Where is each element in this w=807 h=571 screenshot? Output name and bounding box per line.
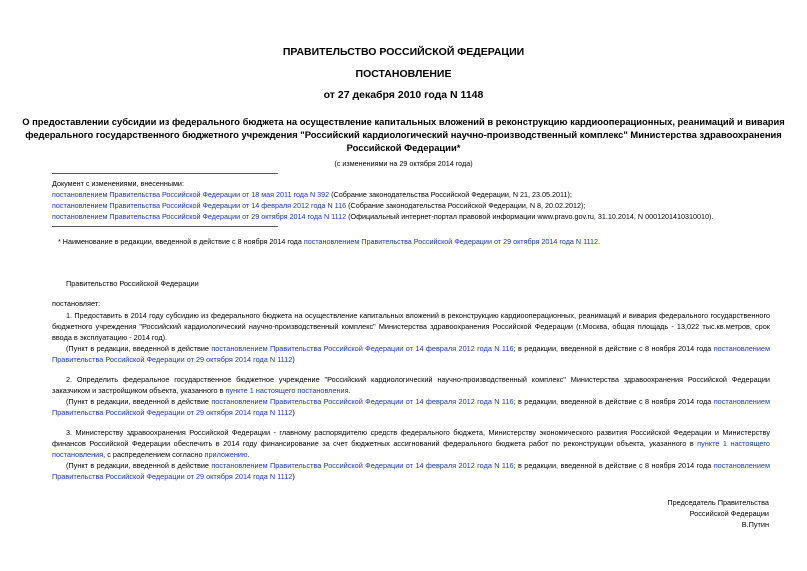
paragraph-2-note [52, 396, 770, 418]
title-line: федерального государственного бюджетного учреждения "Российский кардиологический научно-производственный комплекс" Министерства здравоохранения [25, 129, 782, 140]
note-text: ) [292, 472, 295, 482]
note-text: (Пункт в редакции, введенной в действие [66, 397, 212, 406]
note-link[interactable]: постановлением Правительства Российской Федерации от 14 февраля 2012 года N 116 [211, 461, 514, 470]
note-text: ; в редакции, введенной в действие с 8 ноября 2014 года [513, 461, 714, 470]
note-link[interactable]: постановлением Правительства Российской Федерации от 29 октября 2014 года N 1112 [52, 397, 770, 418]
paragraph-link[interactable]: пункте 1 настоящего постановления [52, 439, 770, 460]
paragraph-3-note [52, 460, 770, 482]
paragraph-1: 1. Предоставить в 2014 году субсидию из федерального бюджета на осуществление капитальных вложений в реконструкцию кардиооперационных, реанимаций и вивария федерального государственного бюджетного учреждения "Российский кардиологический научно-производственный комплекс" Министерства здравоохранения Российской Федерации (г.Москва, общая площадь - 13,022 тыс.кв.метров, срок ввода в эксплуатацию - 2014 год). [52, 311, 770, 343]
title-line: Российской Федерации* [346, 142, 461, 153]
amendments-block [52, 178, 772, 222]
amendment-link[interactable]: постановлением Правительства Российской Федерации от 14 февраля 2012 года N 116 [52, 201, 347, 210]
document-title [0, 115, 807, 154]
paragraph-1-note [52, 343, 770, 365]
footnote-link[interactable]: постановлением Правительства Российской Федерации от 29 октября 2014 года N 1112 [303, 237, 598, 246]
paragraph-text: . [348, 386, 351, 396]
note-link[interactable]: постановлением Правительства Российской Федерации от 14 февраля 2012 года N 116 [211, 344, 514, 353]
divider [52, 173, 278, 174]
note-text: (Пункт в редакции, введенной в действие [66, 344, 212, 353]
government-line: Правительство Российской Федерации [66, 279, 199, 288]
paragraph-2 [52, 374, 770, 396]
paragraph-link[interactable]: пункте 1 настоящего постановления [225, 386, 349, 396]
note-text: ) [292, 408, 295, 418]
signature-title: Председатель Правительства [667, 498, 769, 507]
signature-title: Российской Федерации [689, 509, 769, 519]
paragraph-3 [52, 427, 770, 461]
amendment-source: (Собрание законодательства Российской Федерации, N 8, 20.02.2012); [346, 201, 586, 210]
resolves-line: постановляет: [52, 299, 101, 308]
doc-type-heading: ПОСТАНОВЛЕНИЕ [355, 68, 452, 80]
paragraph-text: , с распределением согласно [103, 450, 205, 460]
amendment-link[interactable]: постановлением Правительства Российской Федерации от 18 мая 2011 года N 392 [52, 190, 330, 199]
paragraph-text: . [247, 450, 250, 460]
note-text: ) [292, 355, 295, 365]
footnote [58, 236, 600, 247]
paragraph-link[interactable]: приложению [204, 450, 248, 460]
amendment-item [52, 189, 772, 200]
signature-name: В.Путин [741, 520, 769, 530]
amendment-link[interactable]: постановлением Правительства Российской Федерации от 29 октября 2014 года N 1112 [52, 212, 347, 221]
paragraph-text: 2. Определить федеральное государственное бюджетное учреждение "Российский кардиологический научно-производственный комплекс" Министерства здравоохранения Российской Федерации заказчиком и застройщиком объекта, указанного в [52, 375, 770, 396]
amendment-item [52, 211, 772, 222]
divider [52, 226, 278, 227]
amendment-source: (Официальный интернет-портал правовой информации www.pravo.gov.ru, 31.10.2014, N 0001201410310010). [346, 212, 714, 221]
note-text: (Пункт в редакции, введенной в действие [66, 461, 212, 470]
date-number-heading: от 27 декабря 2010 года N 1148 [323, 89, 484, 101]
note-text: ; в редакции, введенной в действие с 8 ноября 2014 года [513, 344, 714, 353]
amendment-item [52, 200, 772, 211]
note-link[interactable]: постановлением Правительства Российской Федерации от 29 октября 2014 года N 1112 [52, 461, 770, 482]
org-heading: ПРАВИТЕЛЬСТВО РОССИЙСКОЙ ФЕДЕРАЦИИ [282, 46, 525, 58]
title-line: О предоставлении субсидии из федерального бюджета на осуществление капитальных вложений в реконструкцию кардиооперационных, реанимаций и вивария [22, 116, 785, 127]
changes-note: (с изменениями на 29 октября 2014 года) [334, 159, 473, 168]
paragraph-text: 3. Министерству здравоохранения Российской Федерации - главному распорядителю средств федерального бюджета, Министерству экономического развития Российской Федерации и Министерству финансов Российской Федерации обеспечить в 2014 году финансирование за счет бюджетных ассигнований федерального бюджета работ по реконструкции объекта, указанного в [52, 428, 770, 449]
note-link[interactable]: постановлением Правительства Российской Федерации от 29 октября 2014 года N 1112 [52, 344, 770, 365]
amendments-intro: Документ с изменениями, внесенными: [52, 179, 184, 188]
footnote-end: . [598, 237, 600, 246]
note-link[interactable]: постановлением Правительства Российской Федерации от 14 февраля 2012 года N 116 [211, 397, 514, 406]
amendment-source: (Собрание законодательства Российской Федерации, N 21, 23.05.2011); [329, 190, 572, 199]
signature-block [569, 497, 769, 531]
footnote-text: * Наименование в редакции, введенной в действие с 8 ноября 2014 года [58, 237, 304, 246]
note-text: ; в редакции, введенной в действие с 8 ноября 2014 года [513, 397, 714, 406]
